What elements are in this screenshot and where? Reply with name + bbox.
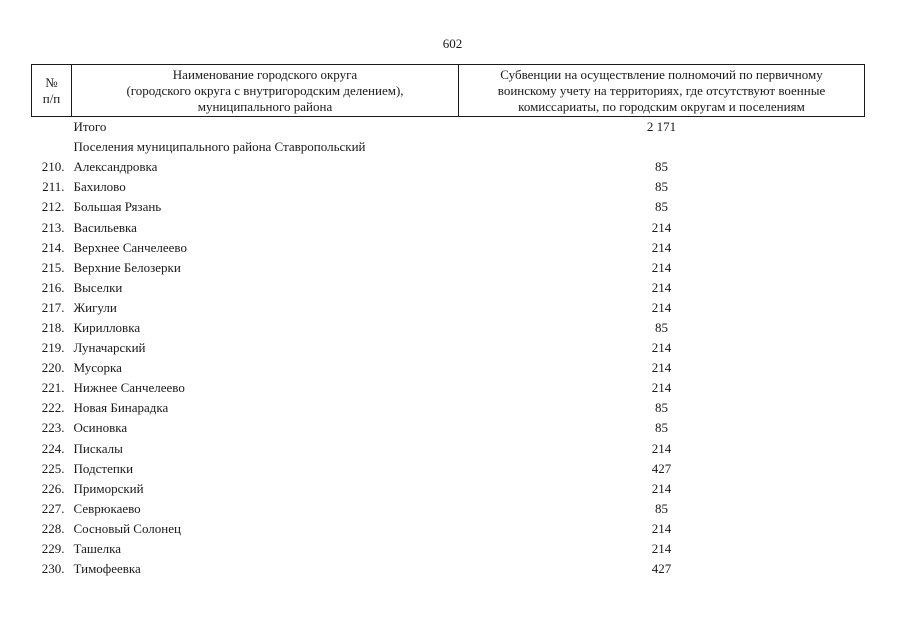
table-row (32, 258, 865, 278)
row-number: 215. (41, 259, 65, 275)
row-value: 214 (651, 541, 672, 557)
row-value: 214 (651, 340, 672, 356)
row-number: 219. (41, 340, 65, 356)
row-value: 85 (655, 420, 668, 436)
row-number: 212. (41, 199, 65, 215)
row-number: 220. (41, 360, 65, 376)
table-row (32, 559, 865, 579)
row-number: 214. (41, 239, 65, 255)
row-number: 229. (41, 541, 65, 557)
table-header (32, 65, 865, 117)
row-number: 226. (41, 480, 65, 496)
row-name: Верхние Белозерки (73, 259, 181, 275)
row-value: 214 (651, 380, 672, 396)
row-value: 85 (655, 500, 668, 516)
row-name: Кирилловка (73, 319, 141, 335)
row-number: 218. (41, 319, 65, 335)
row-name: Севрюкаево (73, 500, 141, 516)
table-row (32, 479, 865, 499)
header-name: Наименование городского округа (городского округа с внутригородским делением), муниципального района (72, 65, 459, 117)
table-row (32, 177, 865, 197)
table-row (32, 398, 865, 418)
row-value: 85 (655, 199, 668, 215)
table-row (32, 338, 865, 358)
row-name: Бахилово (73, 179, 126, 195)
table-row (32, 418, 865, 438)
total-row (32, 117, 865, 138)
row-name: Подстепки (73, 460, 134, 476)
row-value: 214 (651, 259, 672, 275)
row-number: 211. (42, 179, 65, 195)
row-name: Нижнее Санчелеево (73, 380, 185, 396)
row-number: 224. (41, 440, 65, 456)
total-label: Итого (73, 119, 107, 135)
subventions-table (31, 64, 865, 579)
header-number: № п/п (32, 65, 72, 117)
row-number: 230. (41, 561, 65, 577)
row-value: 214 (651, 239, 672, 255)
row-name: Васильевка (73, 219, 137, 235)
row-value: 214 (651, 299, 672, 315)
table-row (32, 238, 865, 258)
row-number: 221. (41, 380, 65, 396)
table-row (32, 197, 865, 217)
table-row (32, 439, 865, 459)
row-value: 85 (655, 179, 668, 195)
row-value: 214 (651, 520, 672, 536)
row-name: Пискалы (73, 440, 123, 456)
page-number: 602 (442, 36, 463, 51)
row-number: 210. (41, 159, 65, 175)
row-value: 85 (655, 159, 668, 175)
total-number (32, 117, 72, 138)
row-name: Мусорка (73, 360, 122, 376)
row-name: Жигули (73, 299, 117, 315)
row-name: Выселки (73, 279, 123, 295)
row-number: 223. (41, 420, 65, 436)
header-value: Субвенции на осуществление полномочий по первичному воинскому учету на территориях, где отсутствуют военные комиссариаты, по городским округам и поселениям (459, 65, 865, 117)
row-value: 214 (651, 440, 672, 456)
row-value: 214 (651, 279, 672, 295)
row-value: 214 (651, 360, 672, 376)
table-row (32, 318, 865, 338)
row-number: 213. (41, 219, 65, 235)
row-name: Осиновка (73, 420, 128, 436)
row-number: 216. (41, 279, 65, 295)
row-value: 85 (655, 319, 668, 335)
row-name: Большая Рязань (73, 199, 162, 215)
row-name: Александровка (73, 159, 158, 175)
table-row (32, 519, 865, 539)
row-number: 217. (41, 299, 65, 315)
row-name: Сосновый Солонец (73, 520, 181, 536)
row-name: Верхнее Санчелеево (73, 239, 187, 255)
row-value: 214 (651, 480, 672, 496)
row-value: 214 (651, 219, 672, 235)
row-name: Луначарский (73, 340, 146, 356)
table-row (32, 217, 865, 237)
row-name: Новая Бинарадка (73, 400, 169, 416)
total-value: 2 171 (646, 119, 677, 135)
row-value: 85 (655, 400, 668, 416)
row-number: 222. (41, 400, 65, 416)
table-row (32, 157, 865, 177)
row-value: 427 (651, 460, 672, 476)
row-name: Тимофеевка (73, 561, 141, 577)
table-row (32, 298, 865, 318)
row-name: Ташелка (73, 541, 122, 557)
table-body (32, 117, 865, 580)
row-number: 225. (41, 460, 65, 476)
row-value: 427 (651, 561, 672, 577)
section-row (32, 137, 865, 157)
row-name: Приморский (73, 480, 144, 496)
table-row (32, 358, 865, 378)
row-number: 227. (41, 500, 65, 516)
table-row (32, 278, 865, 298)
table-row (32, 539, 865, 559)
table-row (32, 499, 865, 519)
table-row (32, 459, 865, 479)
section-title: Поселения муниципального района Ставропольский (73, 139, 366, 155)
row-number: 228. (41, 520, 65, 536)
table-row (32, 378, 865, 398)
